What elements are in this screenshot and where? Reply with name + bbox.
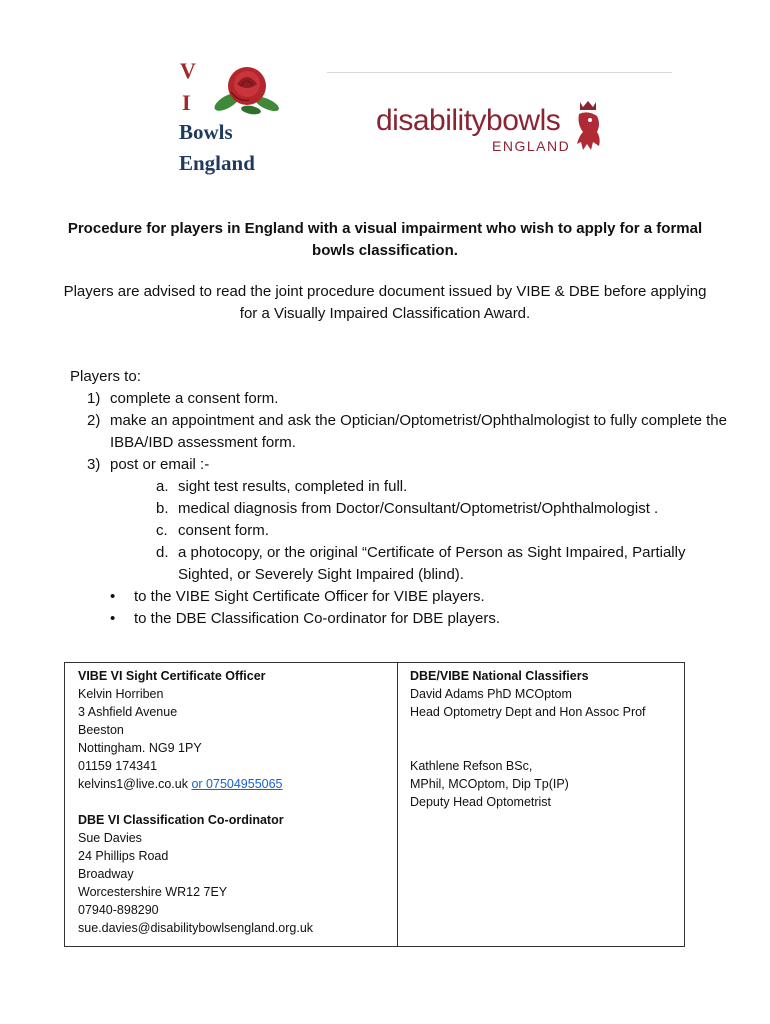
submission-item-text: a photocopy, or the original “Certificate of Person as Sight Impaired, Partially Sighted, or Severely Sight Impaired (blind). <box>178 544 686 583</box>
dbe-coordinator-address-line: 24 Phillips Road <box>78 849 169 863</box>
dbe-coordinator-email: sue.davies@disabilitybowlsengland.org.uk <box>78 921 314 935</box>
submission-items <box>116 476 750 586</box>
page-title: Procedure for players in England with a visual impairment who wish to apply for a formal bowls classification. <box>67 220 703 259</box>
contact-table <box>64 662 685 947</box>
vibe-officer-address-line: Nottingham. NG9 1PY <box>78 741 202 755</box>
dbe-coordinator-address-line: Worcestershire WR12 7EY <box>78 885 228 899</box>
vibe-officer-address-line: Beeston <box>78 723 124 737</box>
classifier-line: MPhil, MCOptom, Dip Tp(IP) <box>410 777 569 791</box>
submission-item-text: medical diagnosis from Doctor/Consultant/Optometrist/Ophthalmologist . <box>178 500 659 517</box>
vibe-logo-word-bowls: Bowls <box>179 120 233 144</box>
intro-paragraph: Players are advised to read the joint procedure document issued by VIBE & DBE before applying for a Visually Impaired Classification Award. <box>63 283 707 322</box>
submission-item-text: consent form. <box>178 522 269 539</box>
table-column-divider <box>397 663 398 946</box>
step-item <box>70 388 750 410</box>
step-number: 2) <box>87 412 101 429</box>
step-text: make an appointment and ask the Optician/Optometrist/Ophthalmologist to fully complete the IBBA/IBD assessment form. <box>110 412 727 451</box>
header-divider <box>327 72 672 73</box>
submission-item-letter: a. <box>156 478 169 495</box>
dbe-coordinator-address-line: Broadway <box>78 867 134 881</box>
recipient-bullet <box>110 586 750 608</box>
vibe-officer-email: kelvins1@live.co.uk <box>78 777 188 791</box>
recipient-bullet <box>110 608 750 630</box>
dbe-coordinator-heading: DBE VI Classification Co-ordinator <box>78 813 284 827</box>
rose-icon <box>205 62 285 117</box>
classifiers-heading: DBE/VIBE National Classifiers <box>410 669 589 683</box>
submission-item-letter: d. <box>156 544 169 561</box>
classifier-line: David Adams PhD MCOptom <box>410 687 572 701</box>
step-number: 3) <box>87 456 101 473</box>
submission-item-text: sight test results, completed in full. <box>178 478 408 495</box>
dbe-logo-main-text: disabilitybowls <box>376 104 561 137</box>
step-item <box>70 410 750 454</box>
dbe-logo-sub-text: ENGLAND <box>492 138 571 154</box>
step-number: 1) <box>87 390 101 407</box>
vibe-officer-alt-phone-link[interactable]: or 07504955065 <box>191 777 283 791</box>
submission-item <box>156 498 750 520</box>
vibe-officer-email-line <box>78 775 390 793</box>
submission-item-letter: b. <box>156 500 169 517</box>
bullet-icon: • <box>110 588 116 605</box>
players-to-label: Players to: <box>70 368 141 385</box>
vibe-officer-phone: 01159 174341 <box>78 759 158 773</box>
step-item <box>70 454 750 476</box>
recipient-bullets <box>110 586 750 630</box>
dbe-coordinator-phone: 07940-898290 <box>78 903 159 917</box>
step-text: post or email :- <box>110 456 210 473</box>
vibe-officer-heading: VIBE VI Sight Certificate Officer <box>78 669 266 683</box>
classifier-line: Head Optometry Dept and Hon Assoc Prof <box>410 705 646 719</box>
lion-crest-icon <box>571 98 605 156</box>
vibe-logo-letter-i: I <box>182 90 191 115</box>
step-text: complete a consent form. <box>110 390 279 407</box>
contact-column-right <box>410 667 680 811</box>
procedure-steps <box>70 388 750 630</box>
vibe-officer-name: Kelvin Horriben <box>78 687 164 701</box>
submission-item-letter: c. <box>156 522 168 539</box>
classifier-line: Kathlene Refson BSc, <box>410 759 533 773</box>
vibe-logo-letter-v: V <box>180 58 196 83</box>
classifier-line: Deputy Head Optometrist <box>410 795 552 809</box>
dbe-logo <box>376 98 616 158</box>
dbe-coordinator-name: Sue Davies <box>78 831 142 845</box>
recipient-bullet-text: to the DBE Classification Co-ordinator for DBE players. <box>134 610 500 627</box>
submission-item <box>156 542 698 586</box>
submission-item <box>156 476 750 498</box>
bullet-icon: • <box>110 610 116 627</box>
submission-item <box>156 520 750 542</box>
vibe-logo-word-england: England <box>179 151 255 175</box>
recipient-bullet-text: to the VIBE Sight Certificate Officer for VIBE players. <box>134 588 485 605</box>
contact-column-left <box>78 667 390 937</box>
vibe-officer-address-line: 3 Ashfield Avenue <box>78 705 178 719</box>
